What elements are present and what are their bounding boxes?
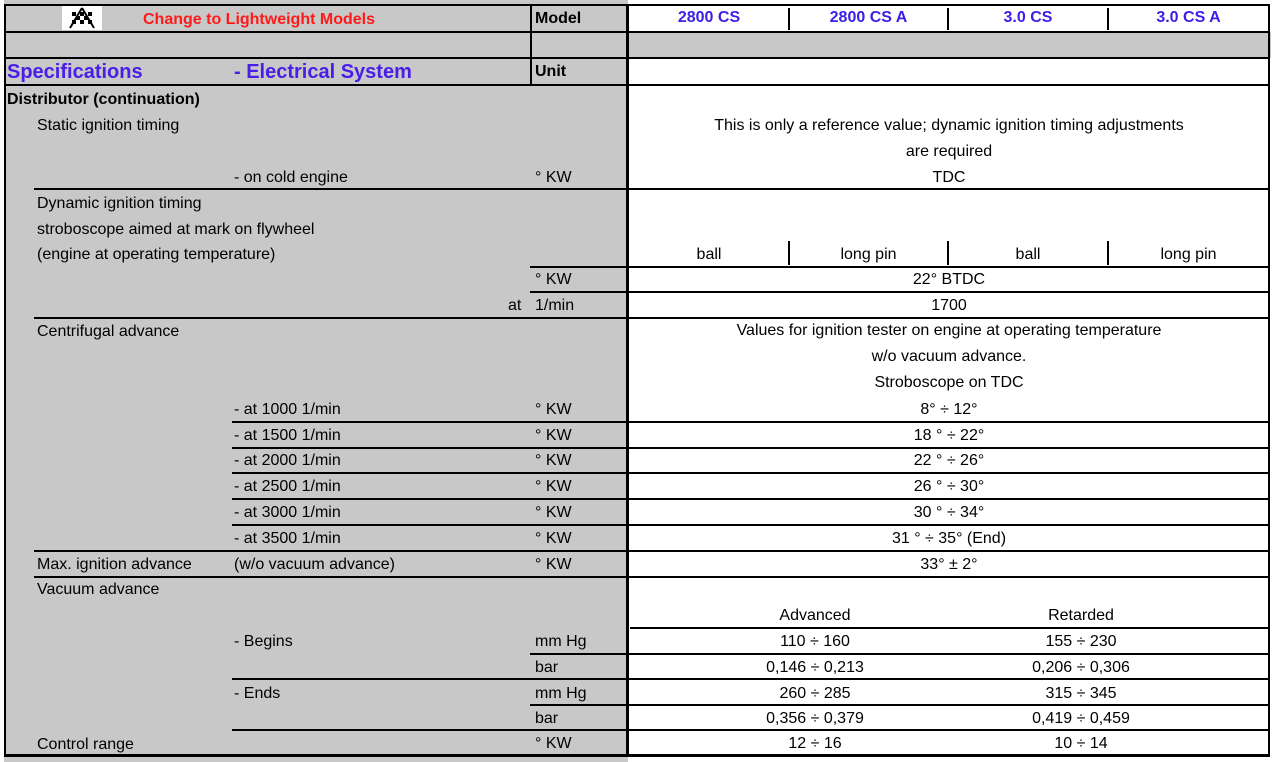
centrifugal-row-unit: ° KW (535, 504, 572, 521)
vacuum-advance-label: Vacuum advance (37, 581, 160, 598)
dynamic-timing-line3: (engine at operating temperature) (37, 246, 276, 263)
vacuum-col-advanced: Advanced (779, 607, 851, 624)
centrifugal-row-value: 8° ÷ 12° (920, 401, 978, 418)
unit-label: Unit (535, 63, 567, 80)
vacuum-row-retarded: 0,419 ÷ 0,459 (1032, 710, 1130, 727)
model-label: Model (535, 10, 582, 27)
rpm-unit: 1/min (535, 297, 575, 314)
control-range-unit: ° KW (535, 735, 572, 752)
mark-long-pin-1: long pin (840, 246, 897, 263)
centrifugal-row-value: 31 ° ÷ 35° (End) (891, 530, 1007, 547)
control-range-retarded: 10 ÷ 14 (1054, 735, 1108, 752)
model-2800csa: 2800 CS A (829, 9, 908, 26)
centrifugal-row-value: 30 ° ÷ 34° (913, 504, 985, 521)
centrifugal-note-2: w/o vacuum advance. (871, 348, 1027, 365)
centrifugal-row-label: - at 1000 1/min (234, 401, 341, 418)
rpm-value: 1700 (931, 297, 967, 314)
static-note-1: This is only a reference value; dynamic ignition timing adjustments (714, 117, 1184, 134)
specifications-heading: Specifications (7, 61, 143, 83)
vacuum-row-retarded: 315 ÷ 345 (1045, 685, 1117, 702)
section-heading: - Electrical System (234, 61, 412, 83)
centrifugal-row-unit: ° KW (535, 452, 572, 469)
centrifugal-row-value: 26 ° ÷ 30° (913, 478, 985, 495)
distributor-heading: Distributor (continuation) (7, 91, 200, 108)
centrifugal-row-unit: ° KW (535, 530, 572, 547)
max-advance-sub: (w/o vacuum advance) (234, 556, 395, 573)
vacuum-row-unit: bar (535, 710, 559, 727)
mark-long-pin-2: long pin (1160, 246, 1217, 263)
vacuum-begins-label: - Begins (234, 633, 293, 650)
centrifugal-row-label: - at 3500 1/min (234, 530, 341, 547)
model-2800cs: 2800 CS (677, 9, 741, 26)
cold-engine-unit: ° KW (535, 169, 572, 186)
vacuum-row-unit: mm Hg (535, 685, 587, 702)
vacuum-row-unit: bar (535, 659, 559, 676)
vacuum-row-advanced: 260 ÷ 285 (779, 685, 851, 702)
control-range-advanced: 12 ÷ 16 (788, 735, 842, 752)
centrifugal-row-value: 22 ° ÷ 26° (913, 452, 985, 469)
centrifugal-note-1: Values for ignition tester on engine at operating temperature (736, 322, 1162, 339)
centrifugal-row-unit: ° KW (535, 478, 572, 495)
vacuum-row-advanced: 0,356 ÷ 0,379 (766, 710, 864, 727)
checkered-flag-icon (62, 6, 102, 30)
page-title: Change to Lightweight Models (143, 11, 375, 28)
static-note-2: are required (905, 143, 993, 160)
centrifugal-row-unit: ° KW (535, 427, 572, 444)
model-30csa: 3.0 CS A (1156, 9, 1221, 26)
centrifugal-row-label: - at 2000 1/min (234, 452, 341, 469)
cold-engine-value: TDC (932, 169, 966, 186)
header-grey-band (628, 32, 1271, 58)
model-30cs: 3.0 CS (1003, 9, 1053, 26)
centrifugal-note-3: Stroboscope on TDC (874, 374, 1024, 391)
centrifugal-row-label: - at 3000 1/min (234, 504, 341, 521)
vacuum-row-retarded: 155 ÷ 230 (1045, 633, 1117, 650)
dynamic-timing-label: Dynamic ignition timing (37, 195, 202, 212)
mark-ball-1: ball (696, 246, 722, 263)
max-advance-unit: ° KW (535, 556, 572, 573)
max-advance-label: Max. ignition advance (37, 556, 192, 573)
vacuum-ends-label: - Ends (234, 685, 281, 702)
centrifugal-label: Centrifugal advance (37, 323, 180, 340)
dynamic-timing-line2: stroboscope aimed at mark on flywheel (37, 221, 315, 238)
at-label: at (508, 297, 522, 314)
vacuum-row-advanced: 0,146 ÷ 0,213 (766, 659, 864, 676)
vacuum-row-unit: mm Hg (535, 633, 587, 650)
vacuum-row-advanced: 110 ÷ 160 (780, 633, 850, 650)
max-advance-value: 33° ± 2° (920, 556, 978, 573)
dynamic-value: 22° BTDC (912, 271, 986, 288)
centrifugal-row-label: - at 1500 1/min (234, 427, 341, 444)
static-timing-label: Static ignition timing (37, 117, 180, 134)
control-range-label: Control range (37, 736, 134, 753)
cold-engine-label: - on cold engine (234, 169, 348, 186)
vacuum-row-retarded: 0,206 ÷ 0,306 (1032, 659, 1130, 676)
vacuum-col-retarded: Retarded (1048, 607, 1114, 624)
dynamic-unit: ° KW (535, 271, 572, 288)
centrifugal-row-label: - at 2500 1/min (234, 478, 341, 495)
centrifugal-row-value: 18 ° ÷ 22° (913, 427, 985, 444)
centrifugal-row-unit: ° KW (535, 401, 572, 418)
mark-ball-2: ball (1015, 246, 1041, 263)
